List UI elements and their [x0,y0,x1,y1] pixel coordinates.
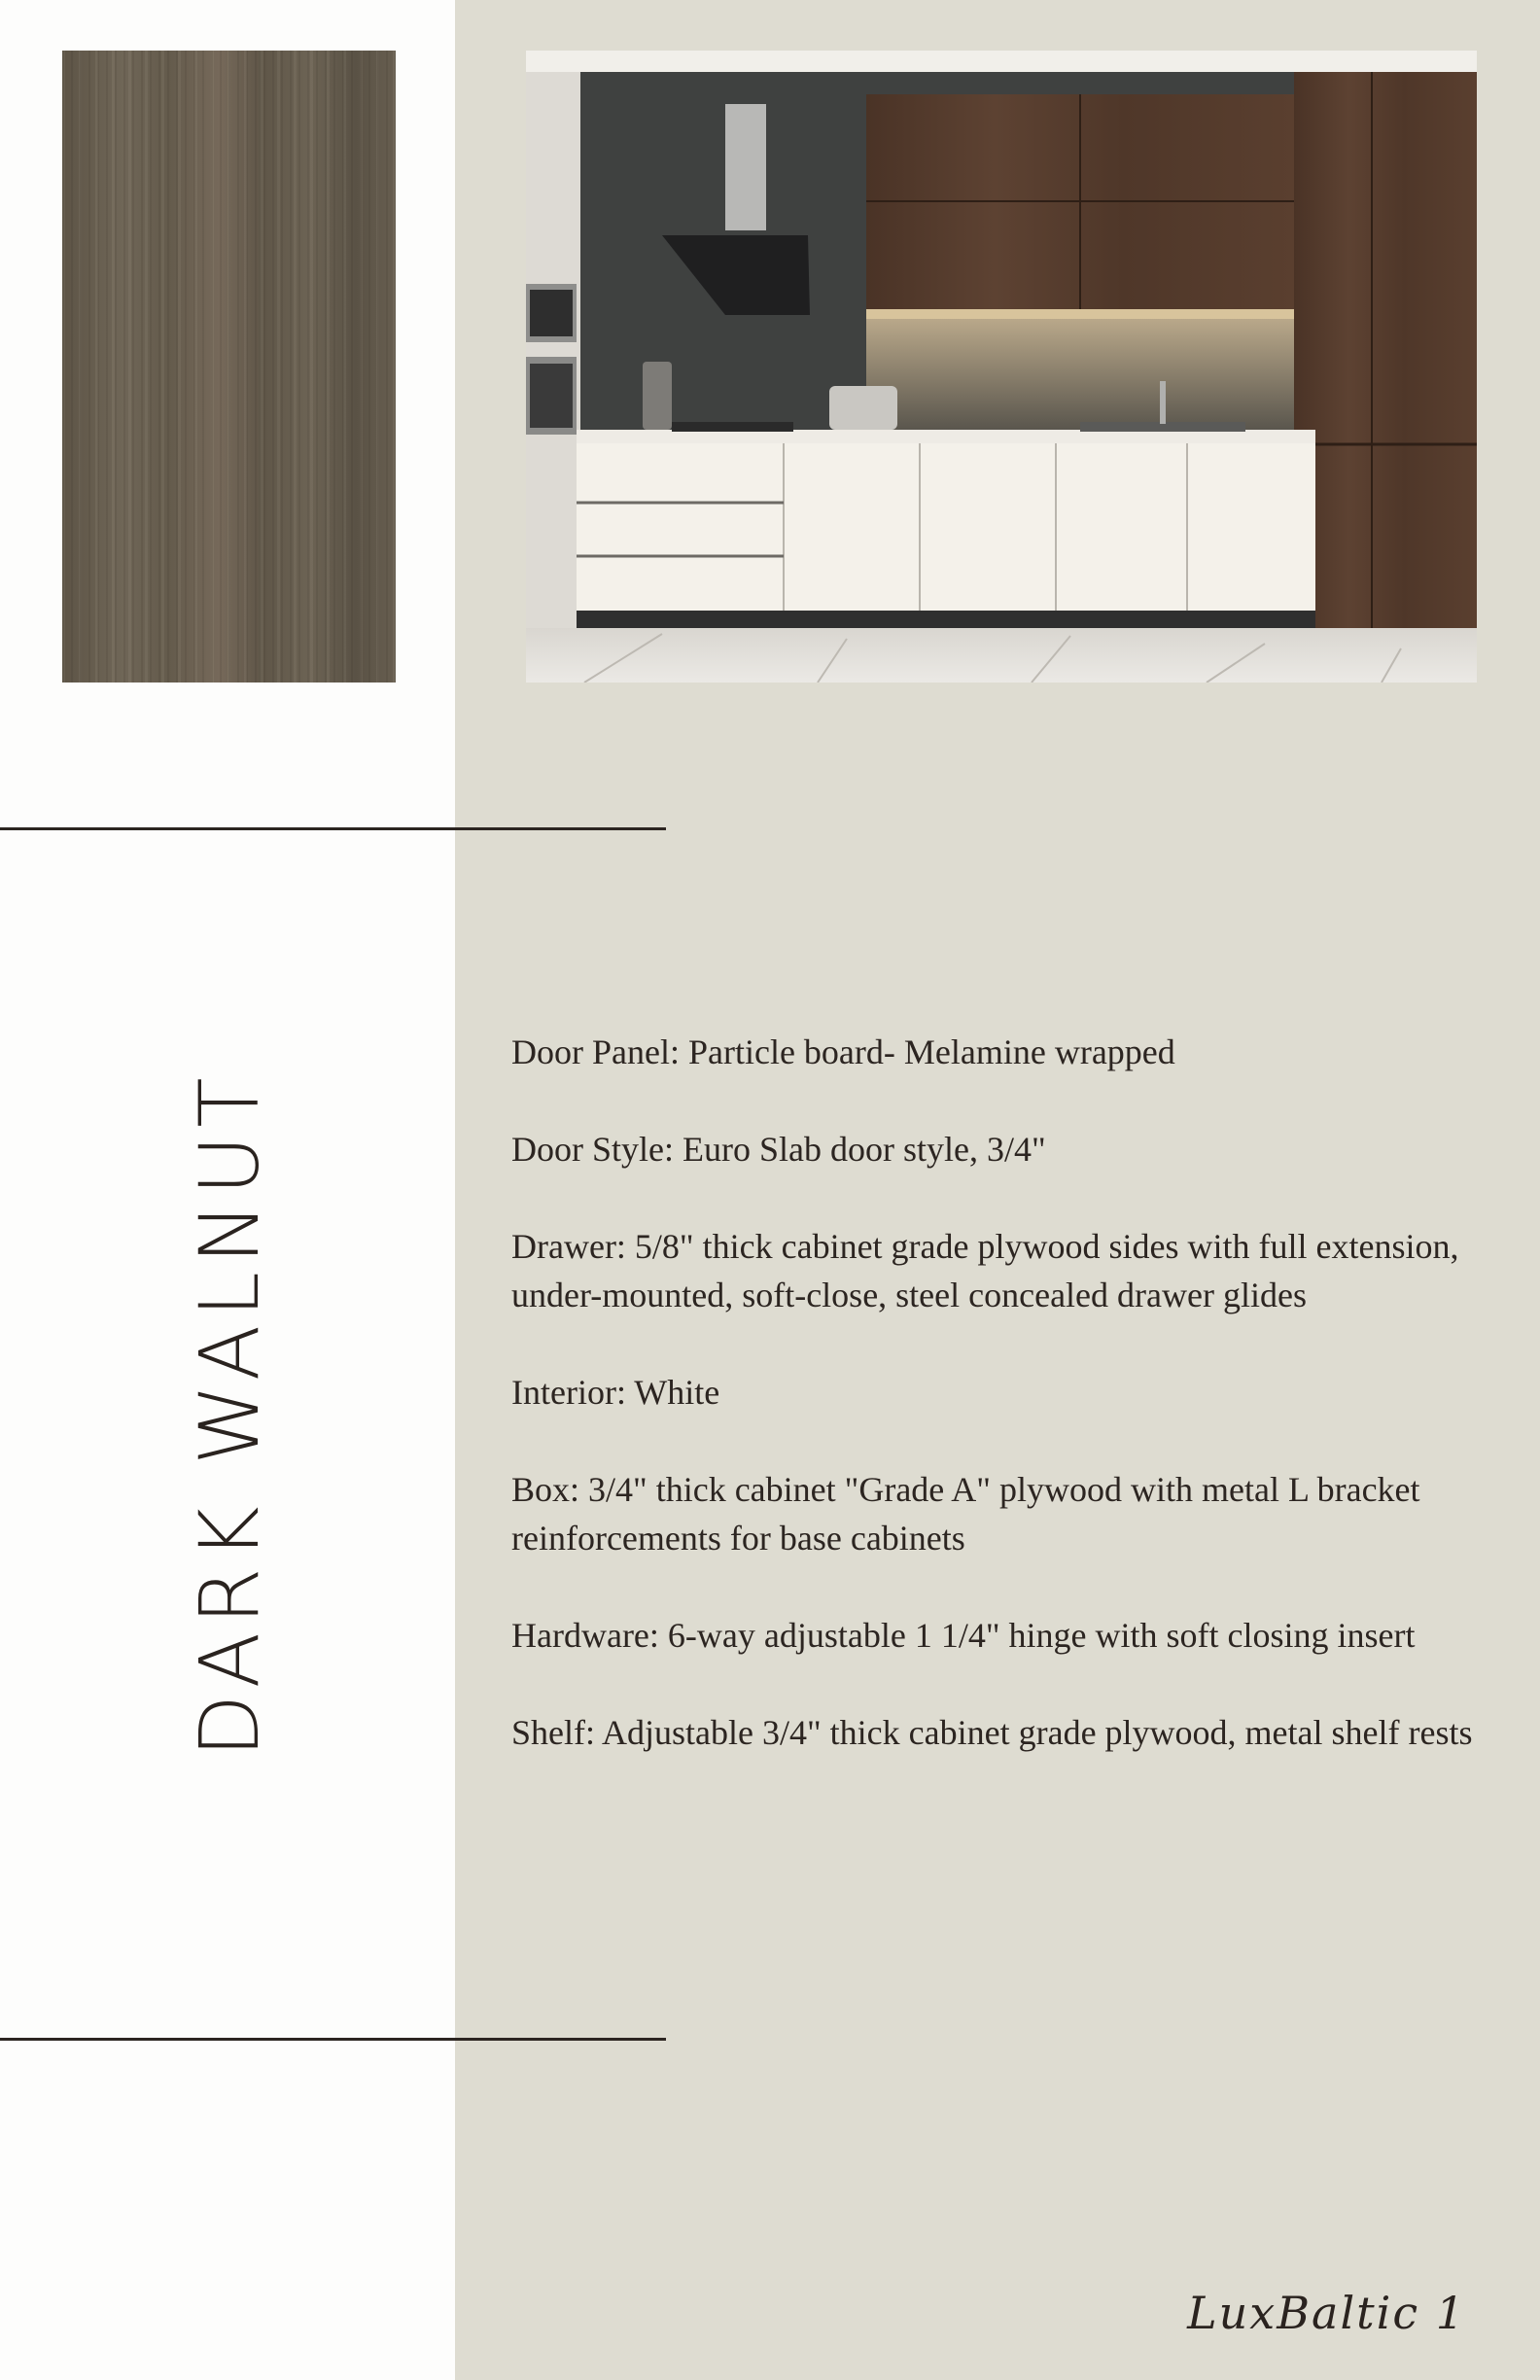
spec-box: Box: 3/4" thick cabinet "Grade A" plywood with metal L bracket reinforcements for base cabinets [511,1470,1420,1558]
spec-shelf: Shelf: Adjustable 3/4" thick cabinet grade plywood, metal shelf rests [511,1713,1473,1752]
spec-door-style: Door Style: Euro Slab door style, 3/4" [511,1130,1046,1169]
finish-title: DARK WALNUT [182,1069,277,1758]
bottom-divider [0,2038,666,2041]
spec-interior: Interior: White [511,1373,720,1412]
spec-list [511,1028,1513,1805]
spec-drawer: Drawer: 5/8" thick cabinet grade plywood sides with full extension, under-mounted, soft-close, steel concealed drawer glides [511,1227,1459,1314]
wood-swatch-image [62,51,396,682]
brand-label: LuxBaltic 1 [1187,2287,1466,2339]
top-divider [0,827,666,830]
spec-hardware: Hardware: 6-way adjustable 1 1/4" hinge with soft closing insert [511,1616,1416,1655]
kitchen-photo [526,51,1477,682]
spec-door-panel: Door Panel: Particle board- Melamine wrapped [511,1032,1175,1071]
